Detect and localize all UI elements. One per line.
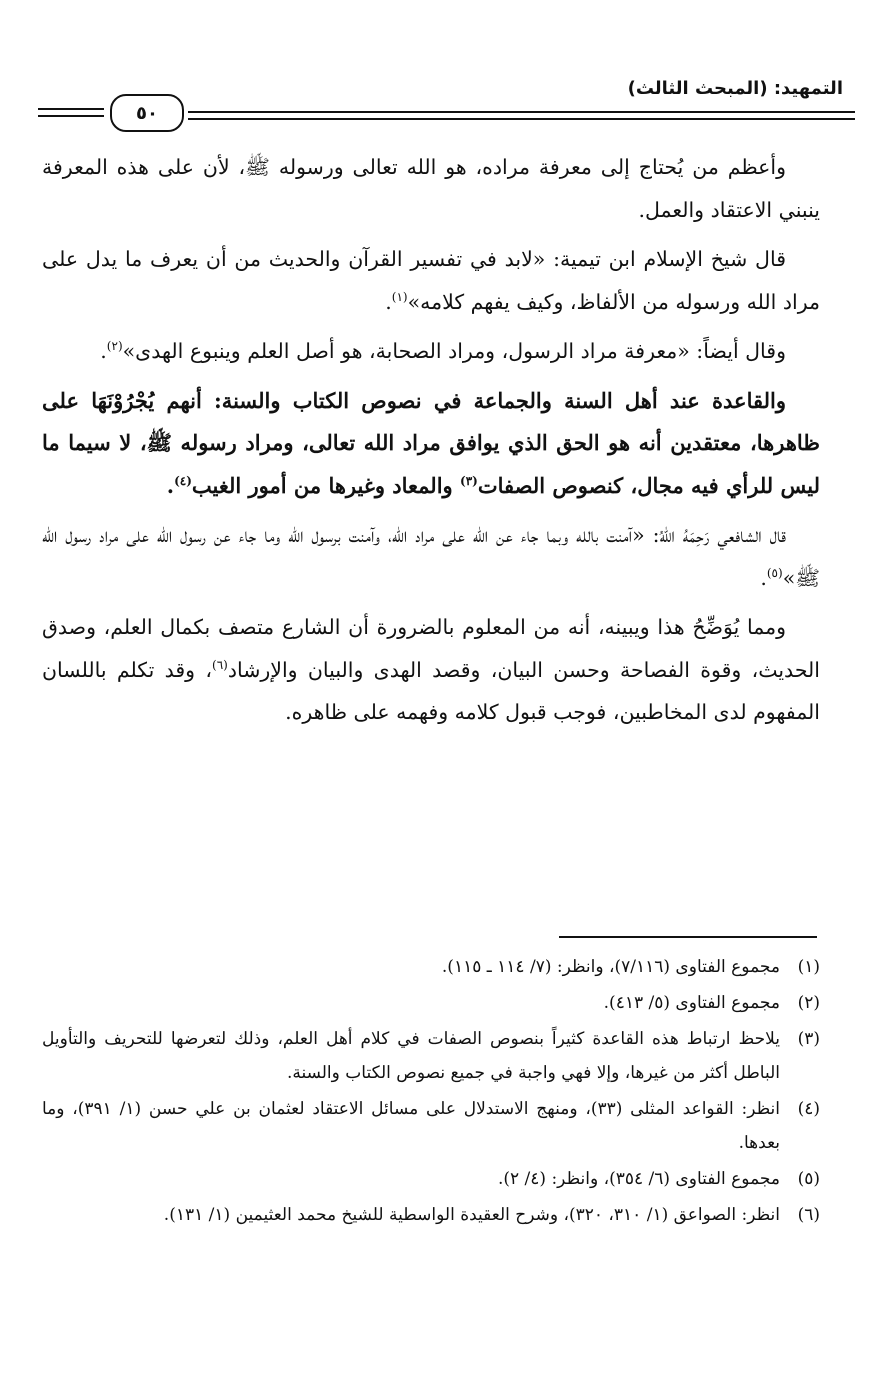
footnote-number: (٢) [797, 993, 820, 1013]
footnote-number: (٦) [797, 1205, 820, 1225]
footnote-number: (٣) [797, 1029, 820, 1049]
footnote-marker: (٤) [174, 473, 192, 488]
paragraph-bold: والقاعدة عند أهل السنة والجماعة في نصوص الكتاب والسنة: أنهم يُجْرُوْنَهَا على ظاهرها، معتقدين أنه هو الحق الذي يوافق مراد الله تعالى، ومراد رسوله ﷺ، لا سيما ما ليس للرأي فيه مجال، كنصوص الصفات$^{(٣)}$ والمعاد وغيرها من أمور الغيب$^{(٤)}$. [42, 387, 820, 498]
page-number: ٥٠ [110, 94, 184, 132]
header-rule [188, 118, 855, 120]
footnote [42, 1022, 820, 1090]
footnote-text: مجموع الفتاوى (٧/١١٦)، وانظر: (٧/ ١١٤ ـ ١١٥). [441, 957, 780, 977]
footnote-number: (١) [797, 957, 820, 977]
footnote-marker: (٦) [212, 657, 228, 672]
footnote [42, 950, 820, 984]
paragraph: وأعظم من يُحتاج إلى معرفة مراده، هو الله تعالى ورسوله ﷺ، لأن على هذه المعرفة ينبني الاعتقاد والعمل. [42, 155, 820, 222]
page-header [20, 78, 855, 128]
paragraph: قال شيخ الإسلام ابن تيمية: «لابد في تفسير القرآن والحديث من أن يعرف ما يدل على مراد الله ورسوله من الألفاظ، وكيف يفهم كلامه»$^{(١)}$. [42, 247, 820, 314]
footnotes [42, 950, 820, 1234]
paragraph: قال الشافعي رَحِمَهُ اللهُ: «آمنت بالله وبما جاء عن الله على مراد الله، وآمنت برسول الله وما جاء عن رسول الله على مراد رسول الله ﷺ»$^{(٥)}$. [42, 523, 820, 590]
header-rule [38, 115, 104, 117]
footnote-marker: (٢) [106, 339, 123, 354]
footnote-number: (٤) [797, 1099, 820, 1119]
paragraph: وقال أيضاً: «معرفة مراد الرسول، ومراد الصحابة، هو أصل العلم وينبوع الهدى»$^{(٢)}$. [100, 339, 786, 363]
footnote-marker: (١) [391, 289, 408, 304]
footnote-text: انظر: الصواعق (١/ ٣١٠، ٣٢٠)، وشرح العقيدة الواسطية للشيخ محمد العثيمين (١/ ١٣١). [163, 1205, 780, 1225]
footnote [42, 1092, 820, 1160]
running-title: التمهيد: (المبحث الثالث) [627, 78, 843, 99]
footnote-number: (٥) [797, 1169, 820, 1189]
footnote-text: يلاحظ ارتباط هذه القاعدة كثيراً بنصوص الصفات في كلام أهل العلم، وذلك لتعرضها للتحريف والتأويل الباطل أكثر من غيرها، وإلا فهي واجبة في جميع نصوص الكتاب والسنة. [42, 1029, 780, 1083]
footnote-text: مجموع الفتاوى (٥/ ٤١٣). [603, 993, 780, 1013]
header-rule [38, 108, 104, 110]
footnote [42, 1198, 820, 1232]
footnote [42, 1162, 820, 1196]
body-text [42, 146, 820, 741]
footnote-separator [559, 936, 817, 938]
header-rule [188, 111, 855, 113]
footnote-text: انظر: القواعد المثلى (٣٣)، ومنهج الاستدلال على مسائل الاعتقاد لعثمان بن علي حسن (١/ ٣٩١)، وما بعدها. [42, 1099, 781, 1153]
footnote-marker: (٥) [766, 565, 783, 580]
footnote [42, 986, 820, 1020]
footnote-marker: (٣) [460, 473, 478, 488]
paragraph: ومما يُوَضِّحُ هذا ويبينه، أنه من المعلوم بالضرورة أن الشارع متصف بكمال العلم، وصدق الحديث، وقوة الفصاحة وحسن البيان، وقصد الهدى والبيان والإرشاد$^{(٦)}$، وقد تكلم باللسان المفهوم لدى المخاطبين، فوجب قبول كلامه وفهمه على ظاهره. [42, 615, 820, 724]
footnote-text: مجموع الفتاوى (٦/ ٣٥٤)، وانظر: (٤/ ٢). [497, 1169, 780, 1189]
